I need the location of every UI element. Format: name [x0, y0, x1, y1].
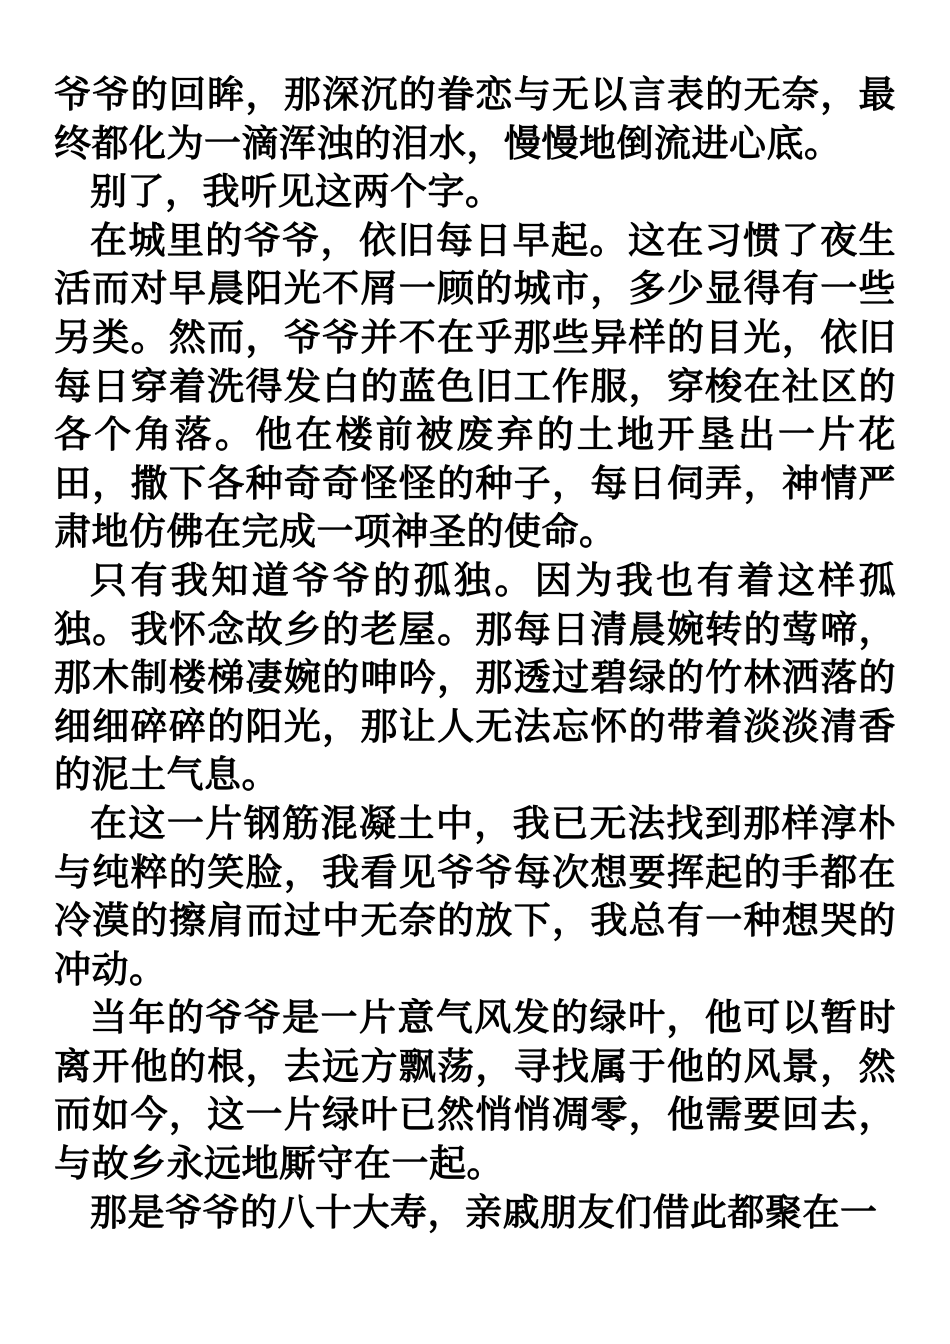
paragraph-2: 别了，我听见这两个字。: [90, 169, 503, 214]
paragraph-6: 当年的爷爷是一片意气风发的绿叶，他可以暂时离开他的根，去远方飘荡，寻找属于他的风景，然而如今，这一片绿叶已然悄悄凋零，他需要回去，与故乡永远地厮守在一起。: [54, 995, 896, 1186]
paragraph-5: 在这一片钢筋混凝土中，我已无法找到那样淳朴与纯粹的笑脸，我看见爷爷每次想要挥起的手都在冷漠的擦肩而过中无奈的放下，我总有一种想哭的冲动。: [54, 800, 896, 991]
paragraph-4: 只有我知道爷爷的孤独。因为我也有着这样孤独。我怀念故乡的老屋。那每日清晨婉转的莺啼，那木制楼梯凄婉的呻吟，那透过碧绿的竹林洒落的细细碎碎的阳光，那让人无法忘怀的带着淡淡清香的泥土气息。: [54, 557, 896, 797]
paragraph-7: 那是爷爷的八十大寿，亲戚朋友们借此都聚在一: [90, 1189, 878, 1234]
document-page: [54, 70, 896, 1236]
paragraph-3: 在城里的爷爷，依旧每日早起。这在习惯了夜生活而对早晨阳光不屑一顾的城市，多少显得有一些另类。然而，爷爷并不在乎那些异样的目光，依旧每日穿着洗得发白的蓝色旧工作服，穿梭在社区的各个角落。他在楼前被废弃的土地开垦出一片花田，撒下各种奇奇怪怪的种子，每日伺弄，神情严肃地仿佛在完成一项神圣的使命。: [54, 217, 896, 554]
paragraph-1: 爷爷的回眸，那深沉的眷恋与无以言表的无奈，最终都化为一滴浑浊的泪水，慢慢地倒流进心底。: [54, 72, 896, 165]
